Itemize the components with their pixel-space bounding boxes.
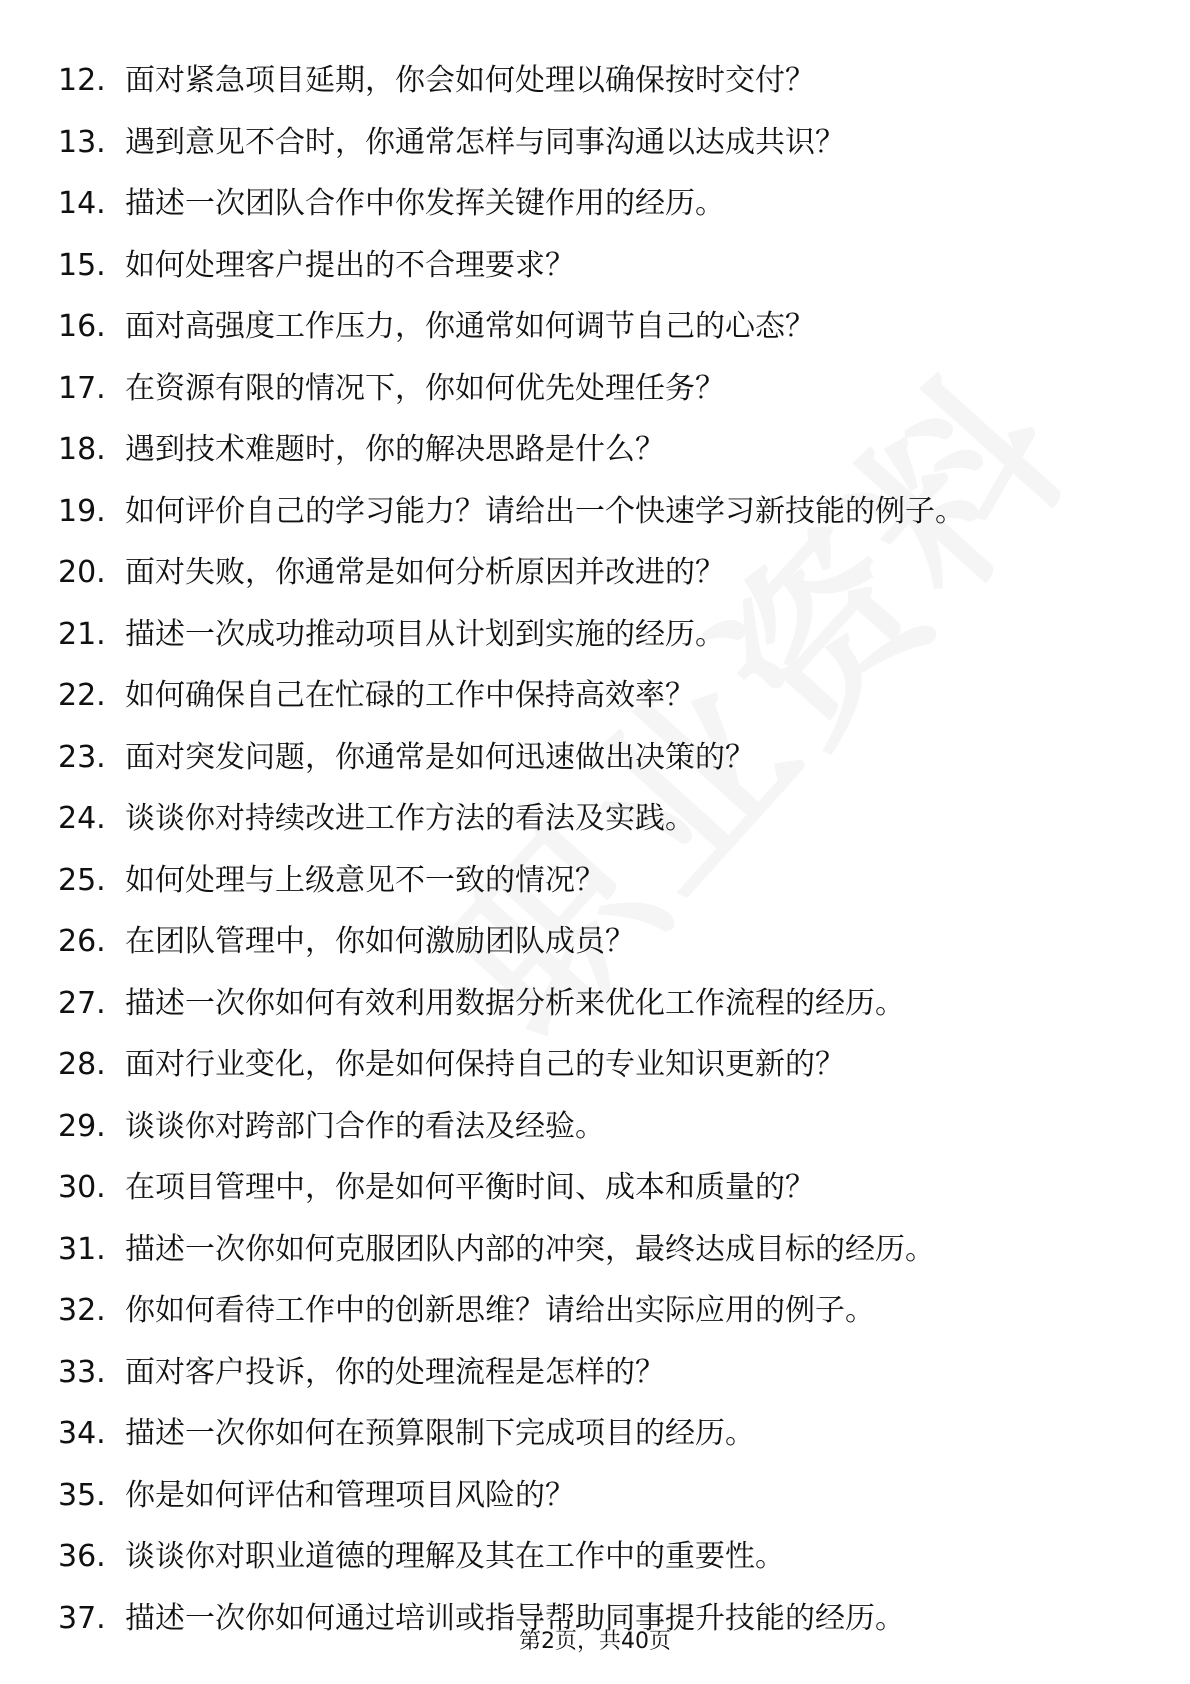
- question-number: 27.: [58, 985, 106, 1021]
- question-number: 23.: [58, 739, 106, 775]
- question-text: 描述一次成功推动项目从计划到实施的经历。: [125, 616, 725, 652]
- question-text: 如何确保自己在忙碌的工作中保持高效率？: [125, 678, 695, 713]
- question-number: 20.: [58, 555, 106, 590]
- question-text: 如何评价自己的学习能力？请给出一个快速学习新技能的例子。: [125, 493, 965, 529]
- list-item: [58, 1465, 1148, 1527]
- list-item: [58, 1342, 1148, 1404]
- question-text: 谈谈你对跨部门合作的看法及经验。: [125, 1108, 605, 1144]
- question-number: 21.: [58, 616, 106, 652]
- question-text: 在团队管理中，你如何激励团队成员？: [125, 924, 635, 959]
- question-number: 16.: [58, 309, 106, 344]
- list-item: [58, 542, 1148, 604]
- question-text: 谈谈你对职业道德的理解及其在工作中的重要性。: [125, 1539, 785, 1574]
- question-number: 19.: [58, 493, 106, 529]
- question-text: 描述一次团队合作中你发挥关键作用的经历。: [125, 186, 725, 221]
- list-item: [58, 481, 1148, 543]
- list-item: [58, 358, 1148, 420]
- question-text: 面对行业变化，你是如何保持自己的专业知识更新的？: [125, 1047, 845, 1082]
- list-item: [58, 1034, 1148, 1096]
- question-list: [58, 50, 1148, 1649]
- list-item: [58, 1096, 1148, 1158]
- question-number: 32.: [58, 1293, 106, 1328]
- question-number: 33.: [58, 1354, 106, 1390]
- question-text: 在项目管理中，你是如何平衡时间、成本和质量的？: [125, 1170, 815, 1205]
- list-item: [58, 112, 1148, 174]
- list-item: [58, 1403, 1148, 1465]
- question-number: 24.: [58, 801, 106, 836]
- list-item: [58, 235, 1148, 297]
- question-number: 22.: [58, 678, 106, 713]
- list-item: [58, 296, 1148, 358]
- page-footer: [0, 1624, 1190, 1655]
- question-text: 谈谈你对持续改进工作方法的看法及实践。: [125, 801, 695, 836]
- list-item: [58, 50, 1148, 112]
- question-text: 描述一次你如何有效利用数据分析来优化工作流程的经历。: [125, 985, 905, 1021]
- question-text: 面对客户投诉，你的处理流程是怎样的？: [125, 1354, 665, 1390]
- question-text: 面对失败，你通常是如何分析原因并改进的？: [125, 555, 725, 590]
- question-number: 36.: [58, 1539, 106, 1574]
- question-text: 在资源有限的情况下，你如何优先处理任务？: [125, 370, 725, 406]
- page-number-label: 第2页，共40页: [519, 1629, 671, 1654]
- question-text: 描述一次你如何克服团队内部的冲突，最终达成目标的经历。: [125, 1231, 935, 1267]
- list-item: [58, 604, 1148, 666]
- list-item: [58, 973, 1148, 1035]
- list-item: [58, 173, 1148, 235]
- question-number: 29.: [58, 1108, 106, 1144]
- question-number: 17.: [58, 370, 106, 406]
- question-text: 如何处理与上级意见不一致的情况？: [125, 862, 605, 898]
- question-number: 15.: [58, 247, 106, 283]
- question-number: 18.: [58, 432, 106, 467]
- question-number: 28.: [58, 1047, 106, 1082]
- question-text: 你如何看待工作中的创新思维？请给出实际应用的例子。: [125, 1293, 875, 1328]
- question-text: 面对突发问题，你通常是如何迅速做出决策的？: [125, 739, 755, 775]
- list-item: [58, 850, 1148, 912]
- question-number: 26.: [58, 924, 106, 959]
- question-number: 31.: [58, 1231, 106, 1267]
- question-text: 如何处理客户提出的不合理要求？: [125, 247, 575, 283]
- question-text: 描述一次你如何通过培训或指导帮助同事提升技能的经历。: [125, 1600, 905, 1636]
- list-item: [58, 1526, 1148, 1588]
- list-item: [58, 788, 1148, 850]
- question-text: 你是如何评估和管理项目风险的？: [125, 1477, 575, 1513]
- list-item: [58, 665, 1148, 727]
- list-item: [58, 1280, 1148, 1342]
- list-item: [58, 727, 1148, 789]
- list-item: [58, 911, 1148, 973]
- question-text: 面对紧急项目延期，你会如何处理以确保按时交付？: [125, 63, 815, 98]
- list-item: [58, 1219, 1148, 1281]
- question-number: 35.: [58, 1477, 106, 1513]
- question-number: 37.: [58, 1600, 106, 1636]
- question-number: 12.: [58, 63, 106, 98]
- question-number: 30.: [58, 1170, 106, 1205]
- question-text: 遇到意见不合时，你通常怎样与同事沟通以达成共识？: [125, 124, 845, 160]
- list-item: [58, 419, 1148, 481]
- question-text: 面对高强度工作压力，你通常如何调节自己的心态？: [125, 309, 815, 344]
- list-item: [58, 1157, 1148, 1219]
- question-text: 遇到技术难题时，你的解决思路是什么？: [125, 432, 665, 467]
- question-text: 描述一次你如何在预算限制下完成项目的经历。: [125, 1416, 755, 1451]
- question-number: 13.: [58, 124, 106, 160]
- question-number: 34.: [58, 1416, 106, 1451]
- question-number: 25.: [58, 862, 106, 898]
- question-number: 14.: [58, 186, 106, 221]
